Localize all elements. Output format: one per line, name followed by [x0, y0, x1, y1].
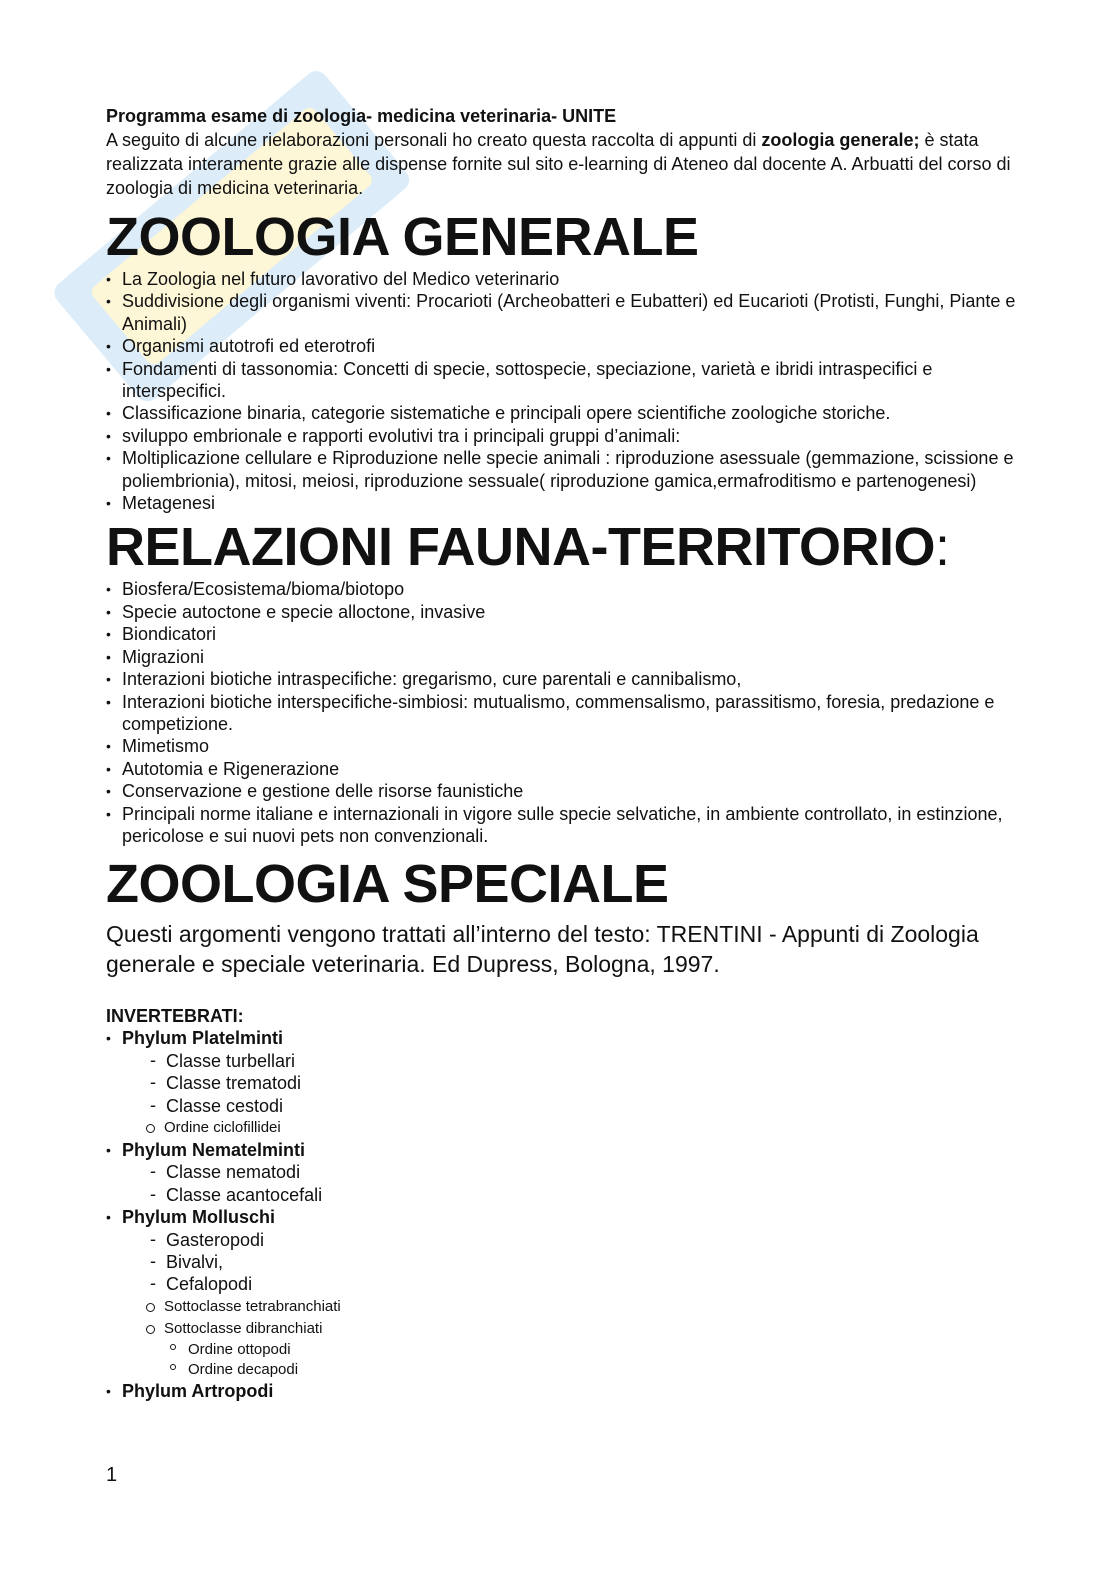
list-item: • Biosfera/Ecosistema/bioma/biotopo	[106, 578, 1026, 600]
class-item: - Classe turbellari	[150, 1050, 1026, 1072]
phylum-name: Phylum Molluschi	[122, 1207, 276, 1228]
list-item: • Principali norme italiane e internazionali in vigore sulle specie selvatiche, in ambiente controllato, in estinzione, pericolose e sui nuovi pets non convenzionali.	[106, 803, 1026, 848]
class-item: - Bivalvi,	[150, 1251, 1026, 1273]
phylum-item	[106, 1380, 1026, 1402]
list-item: • Classificazione binaria, categorie sistematiche e principali opere scientifiche zoologiche storiche.	[106, 402, 1026, 424]
subclass-item: Sottoclasse dibranchiati	[142, 1318, 1026, 1340]
class-list	[122, 1161, 1026, 1206]
class-item: - Classe acantocefali	[150, 1184, 1026, 1206]
general-topics-list	[106, 268, 1026, 514]
list-item: • La Zoologia nel futuro lavorativo del Medico veterinario	[106, 268, 1026, 290]
class-item: - Classe cestodi	[150, 1095, 1026, 1117]
fauna-topics-list	[106, 578, 1026, 847]
list-item: • Conservazione e gestione delle risorse faunistiche	[106, 780, 1026, 802]
subclass-list	[122, 1296, 1026, 1340]
list-item: • Autotomia e Rigenerazione	[106, 758, 1026, 780]
order-item: Ordine ottopodi	[166, 1340, 1026, 1360]
intro-paragraph: A seguito di alcune rielaborazioni personali ho creato questa raccolta di appunti di zoologia generale; è stata realizzata interamente grazie alle dispense fornite sul sito e-learning di Ateneo dal docente A. Arbuatti del corso di zoologia di medicina veterinaria.	[106, 130, 1011, 198]
list-item: • Organismi autotrofi ed eterotrofi	[106, 335, 1026, 357]
list-item: • Interazioni biotiche interspecifiche-simbiosi: mutualismo, commensalismo, parassitismo, foresia, predazione e competizione.	[106, 691, 1026, 736]
list-item: • Fondamenti di tassonomia: Concetti di specie, sottospecie, speciazione, varietà e ibridi intraspecifici e interspecifici.	[106, 358, 1026, 403]
list-item: • Metagenesi	[106, 492, 1026, 514]
order-list	[122, 1117, 1026, 1139]
list-item: • sviluppo embrionale e rapporti evolutivi tra i principali gruppi d’animali:	[106, 425, 1026, 447]
order-item: Ordine decapodi	[166, 1360, 1026, 1380]
list-item: • Migrazioni	[106, 646, 1026, 668]
phylum-item	[106, 1027, 1026, 1139]
phylum-name: Phylum Nematelminti	[122, 1139, 306, 1160]
order-list	[122, 1340, 1026, 1380]
document-page	[106, 104, 1026, 1402]
heading-zoologia-speciale: ZOOLOGIA SPECIALE	[106, 854, 669, 915]
document-title: Programma esame di zoologia- medicina veterinaria- UNITE	[106, 106, 617, 126]
heading-relazioni-fauna: RELAZIONI FAUNA-TERRITORIO:	[106, 517, 950, 578]
heading-zoologia-generale: ZOOLOGIA GENERALE	[106, 207, 699, 267]
class-item: - Cefalopodi	[150, 1273, 1026, 1295]
class-item: - Classe nematodi	[150, 1161, 1026, 1183]
class-item: - Classe trematodi	[150, 1072, 1026, 1094]
invertebrati-title: INVERTEBRATI:	[106, 1006, 244, 1027]
list-item: • Suddivisione degli organismi viventi: Procarioti (Archeobatteri e Eubatteri) ed Eucarioti (Protisti, Funghi, Piante e Animali)	[106, 290, 1026, 335]
list-item: • Interazioni biotiche intraspecifiche: gregarismo, cure parentali e cannibalismo,	[106, 668, 1026, 690]
subclass-item: Sottoclasse tetrabranchiati	[142, 1296, 1026, 1318]
phylum-name: Phylum Platelminti	[122, 1028, 284, 1049]
class-list	[122, 1229, 1026, 1296]
list-item: • Moltiplicazione cellulare e Riproduzione nelle specie animali : riproduzione asessuale (gemmazione, scissione e poliembrionia), mitosi, meiosi, riproduzione sessuale( riproduzione gamica,ermafroditismo e partenogenesi)	[106, 447, 1026, 492]
list-item: • Mimetismo	[106, 735, 1026, 757]
phylum-list	[106, 1027, 1026, 1402]
phylum-item	[106, 1206, 1026, 1380]
page-number: 1	[106, 1464, 118, 1486]
list-item: • Biondicatori	[106, 623, 1026, 645]
class-item: - Gasteropodi	[150, 1229, 1026, 1251]
list-item: • Specie autoctone e specie alloctone, invasive	[106, 601, 1026, 623]
phylum-name: Phylum Artropodi	[122, 1380, 274, 1401]
phylum-item	[106, 1139, 1026, 1206]
speciale-intro: Questi argomenti vengono trattati all’interno del testo: TRENTINI - Appunti di Zoologia generale e speciale veterinaria. Ed Dupress, Bologna, 1997.	[106, 921, 979, 978]
class-list	[122, 1050, 1026, 1117]
order-item: Ordine ciclofillidei	[142, 1117, 1026, 1139]
